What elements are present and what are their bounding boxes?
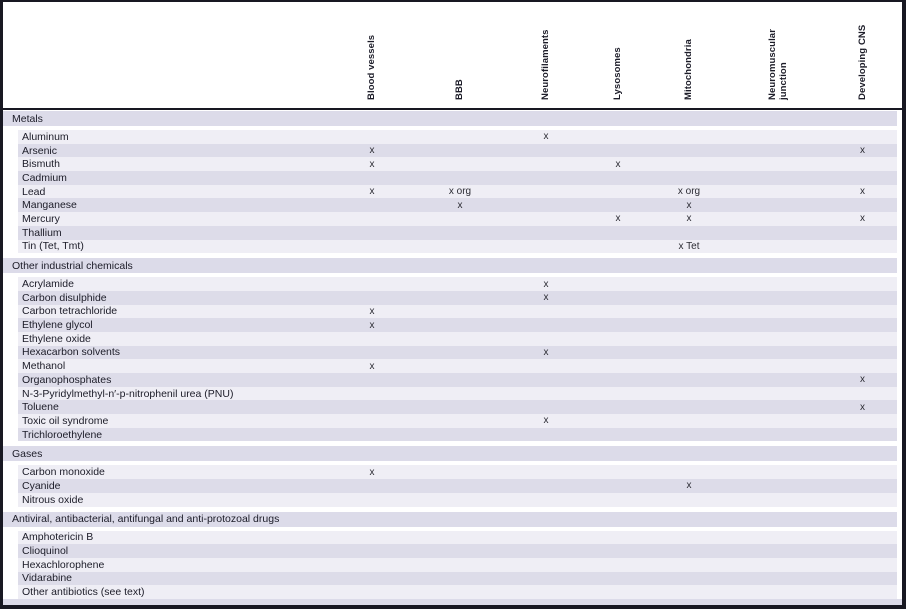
section-header: Gases <box>3 446 897 461</box>
mark-cell-neurofilaments: x <box>543 292 549 304</box>
mark-cell-neurofilaments: x <box>543 415 549 427</box>
table-row <box>18 414 897 428</box>
table-row <box>18 531 897 545</box>
mark-cell-blood-vessels: x <box>369 319 375 331</box>
section-header: Metals <box>3 111 897 126</box>
mark-cell-developing-cns: x <box>860 401 865 413</box>
column-header-blood-vessels <box>330 2 414 108</box>
mark-cell-mitochondria: x <box>686 199 692 211</box>
substance-name: Thallium <box>22 226 62 239</box>
mark-cell-bbb: x org <box>448 186 472 198</box>
table-row <box>18 198 897 212</box>
substance-name: Ethylene glycol <box>22 319 93 332</box>
substance-name: Acrylamide <box>22 278 74 291</box>
mark-cell-neurofilaments: x <box>543 346 549 358</box>
table-row <box>18 558 897 572</box>
table-row <box>18 332 897 346</box>
substance-name: Manganese <box>22 199 77 212</box>
table-row <box>18 212 897 226</box>
table-row <box>18 144 897 158</box>
column-headers-row <box>18 2 897 108</box>
substance-name: Hexachlorophene <box>22 558 105 571</box>
table-row <box>18 465 897 479</box>
table-row <box>18 493 897 507</box>
mark-cell-mitochondria: x <box>686 480 692 492</box>
mark-cell-developing-cns: x <box>860 213 865 225</box>
mark-cell-blood-vessels: x <box>369 186 375 198</box>
table-body <box>3 110 902 599</box>
table-row <box>18 240 897 254</box>
mark-cell-blood-vessels: x <box>369 305 375 317</box>
column-header-label-neuromuscular-junction: Neuromuscular junction <box>766 29 789 100</box>
table-row <box>18 346 897 360</box>
substance-name: Arsenic <box>22 144 58 157</box>
mark-cell-developing-cns: x <box>860 186 865 198</box>
substance-name: Amphotericin B <box>22 531 94 544</box>
table-row <box>18 572 897 586</box>
substance-name: Aluminum <box>22 130 69 143</box>
table-row <box>18 428 897 442</box>
table-row <box>18 387 897 401</box>
bottom-strip <box>3 599 902 605</box>
substance-name: Toxic oil syndrome <box>22 414 109 427</box>
table-row <box>18 479 897 493</box>
substance-name: Lead <box>22 185 46 198</box>
mark-cell-blood-vessels: x <box>369 360 375 372</box>
table-row <box>18 373 897 387</box>
substance-name: Toluene <box>22 401 59 414</box>
column-header-label-developing-cns: Developing CNS <box>856 24 868 100</box>
table-row <box>18 130 897 144</box>
substance-name: Bismuth <box>22 158 60 171</box>
mark-cell-neurofilaments: x <box>543 278 549 290</box>
substance-name: Organophosphates <box>22 373 112 386</box>
table-row <box>18 318 897 332</box>
column-header-label-lysosomes: Lysosomes <box>612 47 624 100</box>
mark-cell-neurofilaments: x <box>543 131 549 143</box>
substance-name: Clioquinol <box>22 545 69 558</box>
substance-name: N-3-Pyridylmethyl-n′-p-nitrophenil urea (PNU) <box>22 387 234 400</box>
column-header-label-blood-vessels: Blood vessels <box>366 34 378 100</box>
table-row <box>18 185 897 199</box>
substance-name: Methanol <box>22 360 66 373</box>
mark-cell-mitochondria: x Tet <box>678 240 700 252</box>
table-row <box>18 585 897 599</box>
column-header-developing-cns <box>828 2 897 108</box>
substance-name: Carbon disulphide <box>22 291 107 304</box>
section-header: Antiviral, antibacterial, antifungal and anti-protozoal drugs <box>3 512 897 527</box>
mark-cell-blood-vessels: x <box>369 466 375 478</box>
table-row <box>18 157 897 171</box>
mark-cell-mitochondria: x org <box>677 186 701 198</box>
column-header-label-neurofilaments: Neurofilaments <box>540 29 552 100</box>
mark-cell-bbb: x <box>457 199 463 211</box>
mark-cell-lysosomes: x <box>615 213 621 225</box>
table-row <box>18 544 897 558</box>
column-header-mitochondria <box>650 2 728 108</box>
mark-cell-lysosomes: x <box>615 158 621 170</box>
table-row <box>18 400 897 414</box>
table-row <box>18 226 897 240</box>
substance-name: Carbon tetrachloride <box>22 305 118 318</box>
table-row <box>18 359 897 373</box>
substance-name: Mercury <box>22 212 60 225</box>
column-header-label-bbb: BBB <box>454 79 466 100</box>
mark-cell-developing-cns: x <box>860 374 865 386</box>
substance-name: Hexacarbon solvents <box>22 346 121 359</box>
column-header-bbb <box>414 2 506 108</box>
substance-name: Tin (Tet, Tmt) <box>22 240 84 253</box>
mark-cell-blood-vessels: x <box>369 158 375 170</box>
mark-cell-developing-cns: x <box>860 145 865 157</box>
column-header-label-mitochondria: Mitochondria <box>683 39 695 100</box>
substance-name: Other antibiotics (see text) <box>22 586 145 599</box>
substance-name: Nitrous oxide <box>22 493 84 506</box>
substance-name: Vidarabine <box>22 572 73 585</box>
mark-cell-blood-vessels: x <box>369 145 375 157</box>
column-header-neurofilaments <box>506 2 586 108</box>
substance-name: Cadmium <box>22 171 67 184</box>
table-row <box>18 277 897 291</box>
substance-name: Carbon monoxide <box>22 466 105 479</box>
table-row <box>18 305 897 319</box>
substance-name: Ethylene oxide <box>22 332 91 345</box>
table-row <box>18 171 897 185</box>
column-header-neuromuscular-junction <box>728 2 828 108</box>
substance-name: Trichloroethylene <box>22 428 103 441</box>
substance-name: Cyanide <box>22 479 61 492</box>
column-header-lysosomes <box>586 2 650 108</box>
table-row <box>18 291 897 305</box>
column-header-spacer <box>18 2 330 108</box>
mark-cell-mitochondria: x <box>686 213 692 225</box>
section-header: Other industrial chemicals <box>3 258 897 273</box>
